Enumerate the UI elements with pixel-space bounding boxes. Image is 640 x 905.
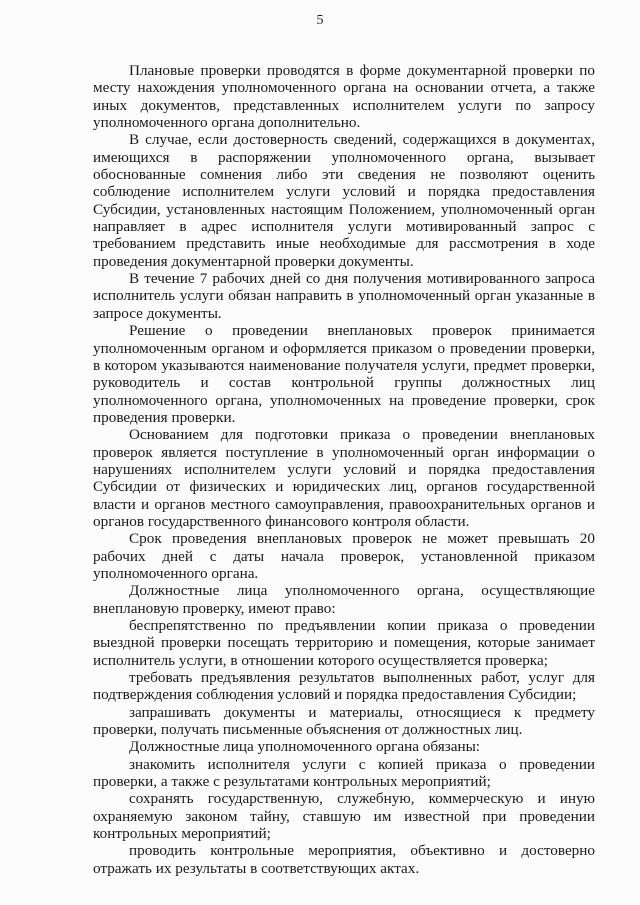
paragraph-reasoned-request: В случае, если достоверность сведений, содержащихся в документах, имеющихся в распоряжении уполномоченного органа, вызывает обоснованные сомнения либо эти сведения не позволяют оценить соблюдение исполнителем услуги условий и порядка предоставления Субсидии, установленных настоящим Положением, уполномоченный орган направляет в адрес исполнителя услуги мотивированный запрос с требованием представить иные необходимые для рассмотрения в ходе проведения документарной проверки документы. (93, 131, 595, 270)
paragraph-officials-duties: Должностные лица уполномоченного органа обязаны: (129, 738, 480, 756)
paragraph-right-results: требовать предъявления результатов выполненных работ, услуг для подтверждения соблюдения условий и порядка предоставления Субсидии; (93, 669, 595, 704)
paragraph-planned-inspections: Плановые проверки проводятся в форме документарной проверки по месту нахождения уполномоченного органа на основании отчета, а также иных документов, представленных исполнителем услуги по запросу уполномоченного органа дополнительно. (93, 62, 595, 132)
document-body (93, 62, 595, 877)
page-number: 5 (316, 13, 324, 28)
paragraph-officials-rights: Должностные лица уполномоченного органа, осуществляющие внеплановую проверку, имеют право: (93, 582, 595, 617)
paragraph-unscheduled-grounds: Основанием для подготовки приказа о проведении внеплановых проверок является поступление в уполномоченный орган информации о нарушениях исполнителем услуги условий и порядка предоставления Субсидии от физических и юридических лиц, органов государственной власти и органов местного самоуправления, правоохранительных органов и органов государственного финансового контроля области. (93, 426, 595, 530)
paragraph-duty-reflect-results: проводить контрольные мероприятия, объективно и достоверно отражать их результаты в соответствующих актах. (93, 842, 595, 877)
paragraph-unscheduled-decision: Решение о проведении внеплановых проверок принимается уполномоченным органом и оформляется приказом о проведении проверки, в котором указываются наименование получателя услуги, предмет проверки, руководитель и состав контрольной группы должностных лиц уполномоченного органа, уполномоченных на проведение проверки, срок проведения проверки. (93, 322, 595, 426)
paragraph-right-documents: запрашивать документы и материалы, относящиеся к предмету проверки, получать письменные объяснения от должностных лиц. (93, 703, 595, 739)
paragraph-duty-familiarize: знакомить исполнителя услуги с копией приказа о проведении проверки, а также с результатами контрольных мероприятий; (93, 755, 595, 791)
paragraph-inspection-term: Срок проведения внеплановых проверок не может превышать 20 рабочих дней с даты начала проверок, установленной приказом уполномоченного органа. (93, 530, 595, 582)
paragraph-duty-confidentiality: сохранять государственную, служебную, коммерческую и иную охраняемую законом тайну, ставшую им известной при проведении контрольных мероприятий; (93, 790, 595, 843)
paragraph-right-visit: беспрепятственно по предъявлении копии приказа о проведении выездной проверки посещать территорию и помещения, которые занимает исполнитель услуги, в отношении которого осуществляется проверка; (93, 617, 595, 669)
paragraph-request-deadline: В течение 7 рабочих дней со дня получения мотивированного запроса исполнитель услуги обязан направить в уполномоченный орган указанные в запросе документы. (93, 270, 595, 322)
